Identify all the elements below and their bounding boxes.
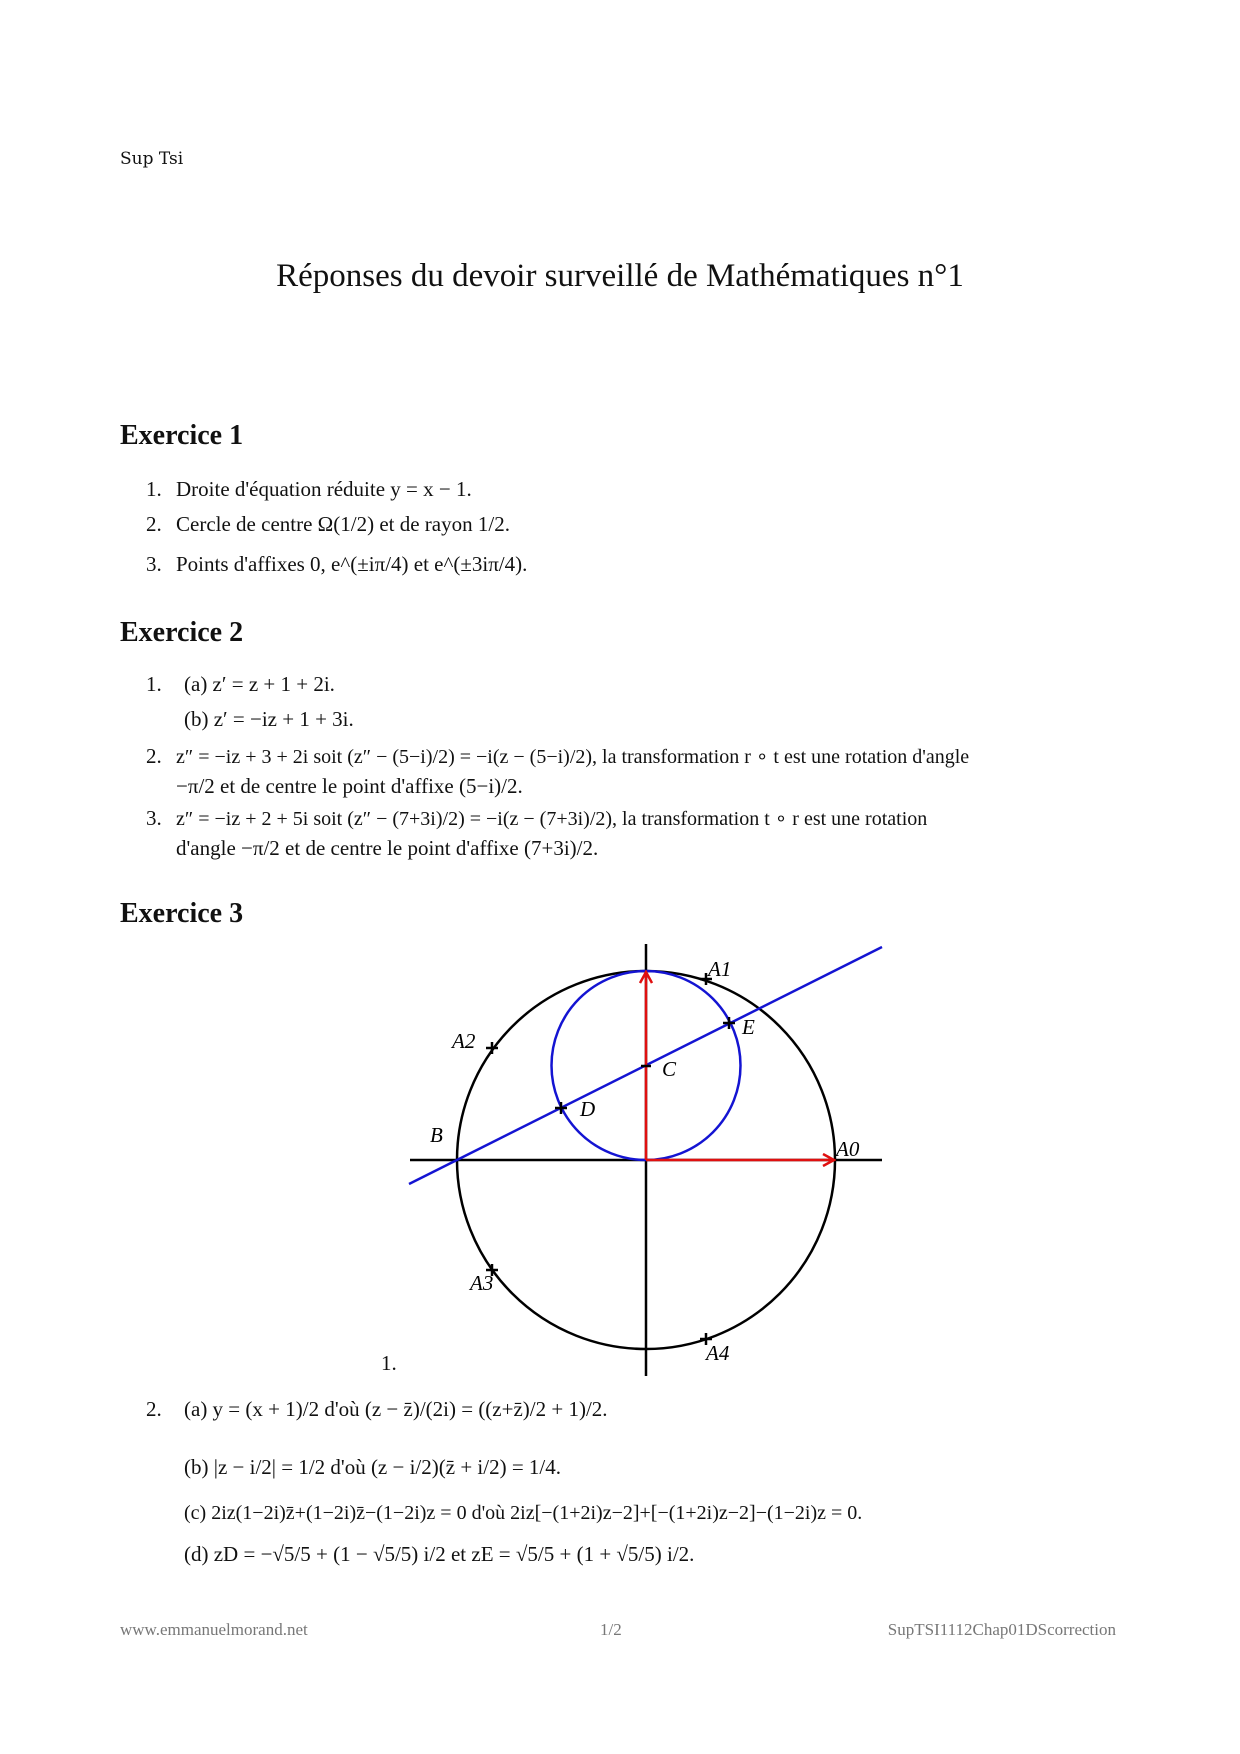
ex1-item2-num: 2. xyxy=(146,512,162,536)
header-course: Sup Tsi xyxy=(120,149,184,169)
footer-document-id: SupTSI1112Chap01DScorrection xyxy=(887,1620,1116,1639)
ex3-q2d: (d) zD = −√5/5 + (1 − √5/5) i/2 et zE = √5/5 + (1 + √5/5) i/2. xyxy=(184,1542,695,1566)
ex3-q2a: (a) y = (x + 1)/2 d'où (z − z̄)/(2i) = ((z+z̄)/2 + 1)/2. xyxy=(184,1397,608,1421)
label-C: C xyxy=(662,1057,677,1081)
ex2-q3-line2: d'angle −π/2 et de centre le point d'affixe (7+3i)/2. xyxy=(176,836,599,860)
ex2-q1b: (b) z′ = −iz + 1 + 3i. xyxy=(184,707,354,731)
ex1-item2-text: Cercle de centre Ω(1/2) et de rayon 1/2. xyxy=(176,512,510,536)
label-A0: A0 xyxy=(836,1137,860,1161)
label-B: B xyxy=(430,1123,443,1147)
ex1-item1-num: 1. xyxy=(146,477,162,501)
ex2-q3-line1: z″ = −iz + 2 + 5i soit (z″ − (7+3i)/2) = −i(z − (7+3i)/2), la transformation t ∘ r est une rotation xyxy=(176,808,928,830)
ex3-q2c: (c) 2iz(1−2i)z̄+(1−2i)z̄−(1−2i)z = 0 d'où 2iz[−(1+2i)z−2]+[−(1+2i)z−2]−(1−2i)z = 0. xyxy=(184,1502,863,1524)
ex2-q2-line1: z″ = −iz + 3 + 2i soit (z″ − (5−i)/2) = −i(z − (5−i)/2), la transformation r ∘ t est une rotation d'angle xyxy=(176,746,970,768)
footer-website: www.emmanuelmorand.net xyxy=(120,1620,308,1639)
label-D: D xyxy=(580,1097,596,1121)
label-A1: A1 xyxy=(708,957,732,981)
ex3-item1-num: 1. xyxy=(381,1351,397,1375)
ex2-q2-line2: −π/2 et de centre le point d'affixe (5−i)/2. xyxy=(176,774,523,798)
label-A2: A2 xyxy=(452,1029,476,1053)
ex1-item3-num: 3. xyxy=(146,552,162,576)
ex3-q2b: (b) |z − i/2| = 1/2 d'où (z − i/2)(z̄ + i/2) = 1/4. xyxy=(184,1455,562,1479)
exercice1-heading: Exercice 1 xyxy=(120,420,244,451)
ex2-q2-num: 2. xyxy=(146,744,162,768)
ex3-q2-num: 2. xyxy=(146,1397,162,1421)
page-title: Réponses du devoir surveillé de Mathématiques n°1 xyxy=(276,258,964,294)
label-A4: A4 xyxy=(706,1341,730,1365)
ex2-q1a: (a) z′ = z + 1 + 2i. xyxy=(184,672,335,696)
ex1-item1-text: Droite d'équation réduite y = x − 1. xyxy=(176,477,472,501)
label-A3: A3 xyxy=(470,1271,494,1295)
ex2-q3-num: 3. xyxy=(146,806,162,830)
label-E: E xyxy=(742,1015,755,1039)
exercice2-heading: Exercice 2 xyxy=(120,617,244,648)
ex2-q1-num: 1. xyxy=(146,672,162,696)
footer-page-number: 1/2 xyxy=(600,1620,622,1639)
exercice3-heading: Exercice 3 xyxy=(120,898,244,929)
ex1-item3-text: Points d'affixes 0, e^(±iπ/4) et e^(±3iπ/4). xyxy=(176,552,528,576)
